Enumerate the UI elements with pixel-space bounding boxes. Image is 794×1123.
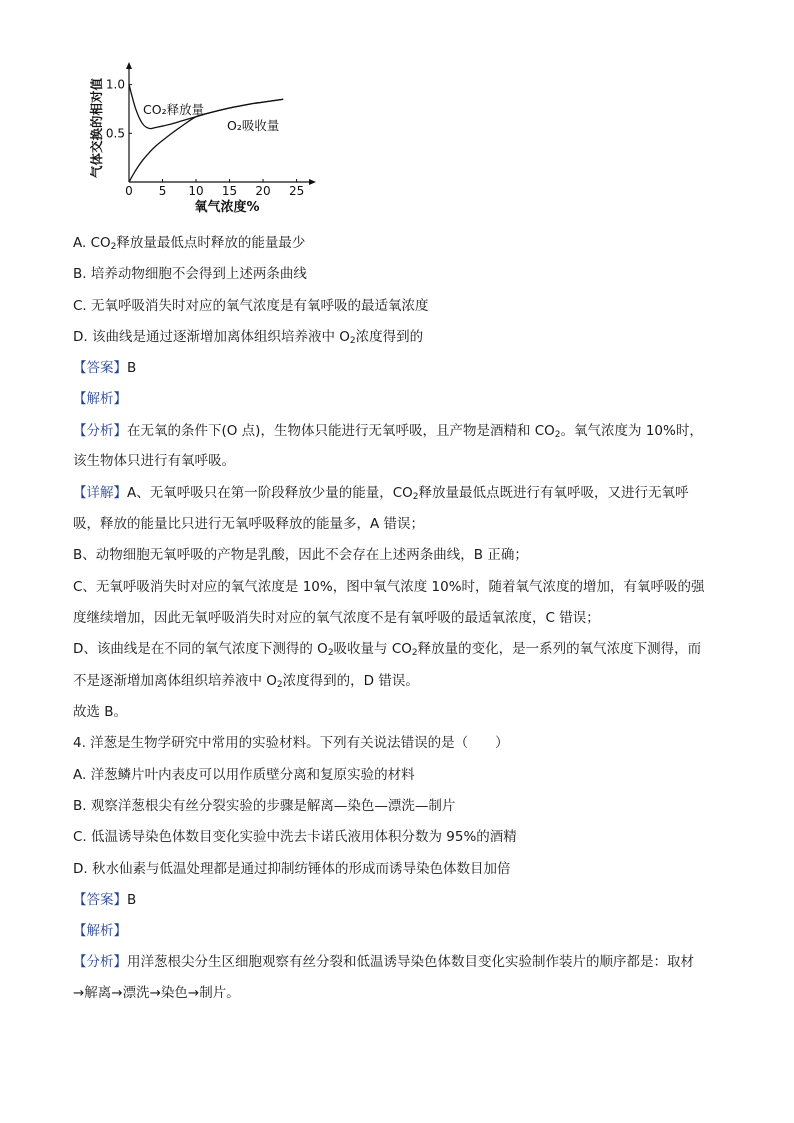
q3-option-b: B. 培养动物细胞不会得到上述两条曲线 — [73, 266, 307, 282]
q4-option-d: D. 秋水仙素与低温处理都是通过抑制纺锤体的形成而诱导染色体数目加倍 — [73, 861, 511, 877]
q3-xiangjie-line-2: 吸，释放的能量比只进行无氧呼吸释放的能量多，A 错误； — [73, 516, 425, 532]
q3-option-c: C. 无氧呼吸消失时对应的氧气浓度是有氧呼吸的最适氧浓度 — [73, 298, 429, 314]
q3-fenxi-line-1: 【分析】在无氧的条件下(O 点)，生物体只能进行无氧呼吸，且产物是酒精和 $CO_2$。氧气浓度为 10%时， — [73, 423, 703, 440]
q3-analysis-label: 【解析】 — [73, 391, 127, 407]
q3-option-a: A. $CO_2$释放量最低点时释放的能量最少 — [73, 235, 306, 252]
y-axis-arrow — [126, 62, 132, 69]
x-axis-arrow — [309, 179, 316, 185]
q3-xiangjie-c2: 度继续增加，因此无氧呼吸消失时对应的氧气浓度不是有氧呼吸的最适氧浓度，C 错误； — [73, 610, 600, 626]
chart-ticks — [106, 78, 304, 198]
oxygen-gas-exchange-chart — [85, 62, 325, 220]
q3-answer: 【答案】B — [73, 360, 137, 376]
x-tick-label: 0 — [125, 184, 133, 198]
y-tick-label: 1.0 — [105, 77, 125, 92]
q4-analysis-label: 【解析】 — [73, 923, 127, 939]
q3-xiangjie-d2: 不是逐渐增加离体组织培养液中 $O_2$浓度得到的，D 错误。 — [73, 673, 419, 690]
co2-release-label: CO₂释放量 — [143, 102, 205, 117]
x-axis-label: 氧气浓度% — [194, 200, 260, 215]
q4-option-a: A. 洋葱鳞片叶内表皮可以用作质壁分离和复原实验的材料 — [73, 767, 415, 783]
q4-answer: 【答案】B — [73, 892, 137, 908]
x-tick-label: 25 — [288, 184, 305, 198]
q3-fenxi-line-2: 该生物体只进行有氧呼吸。 — [73, 453, 235, 469]
chart-axes — [126, 62, 316, 185]
q3-xiangjie-c1: C、无氧呼吸消失时对应的氧气浓度是 10%，图中氧气浓度 10%时，随着氧气浓度的增加，有氧呼吸的强 — [73, 579, 705, 595]
q4-fenxi-line-2: →解离→漂洗→染色→制片。 — [73, 985, 240, 1001]
q4-fenxi-line-1: 【分析】用洋葱根尖分生区细胞观察有丝分裂和低温诱导染色体数目变化实验制作装片的顺序都是：取材 — [73, 954, 694, 970]
x-tick-label: 15 — [221, 184, 238, 198]
q4-option-b: B. 观察洋葱根尖有丝分裂实验的步骤是解离—染色—漂洗—制片 — [73, 798, 456, 814]
q3-conclusion: 故选 B。 — [73, 704, 128, 720]
o2-uptake-label: O₂吸收量 — [227, 118, 280, 133]
q3-option-d: D. 该曲线是通过逐渐增加离体组织培养液中 $O_2$浓度得到的 — [73, 329, 424, 346]
y-tick-label: 0.5 — [105, 126, 125, 141]
x-tick-label: 10 — [188, 184, 204, 198]
x-tick-label: 5 — [158, 184, 167, 198]
q4-option-c: C. 低温诱导染色体数目变化实验中洗去卡诺氏液用体积分数为 95%的酒精 — [73, 829, 517, 845]
q3-xiangjie-b: B、动物细胞无氧呼吸的产物是乳酸，因此不会存在上述两条曲线，B 正确； — [73, 547, 528, 563]
x-tick-label: 20 — [255, 184, 271, 198]
y-axis-label: 气体交换的相对值 — [89, 77, 104, 179]
q3-xiangjie-d1: D、该曲线是在不同的氧气浓度下测得的 $O_2$吸收量与 $CO_2$释放量的变化，是一系列的氧气浓度下测得，而 — [73, 641, 702, 658]
chart-labels — [89, 78, 279, 215]
q3-xiangjie-line-1: 【详解】A、无氧呼吸只在第一阶段释放少量的能量，$CO_2$释放量最低点既进行有氧呼吸，又进行无氧呼 — [73, 485, 689, 502]
chart-series — [129, 85, 283, 182]
q4-stem: 4. 洋葱是生物学研究中常用的实验材料。下列有关说法错误的是（ ） — [73, 735, 509, 751]
